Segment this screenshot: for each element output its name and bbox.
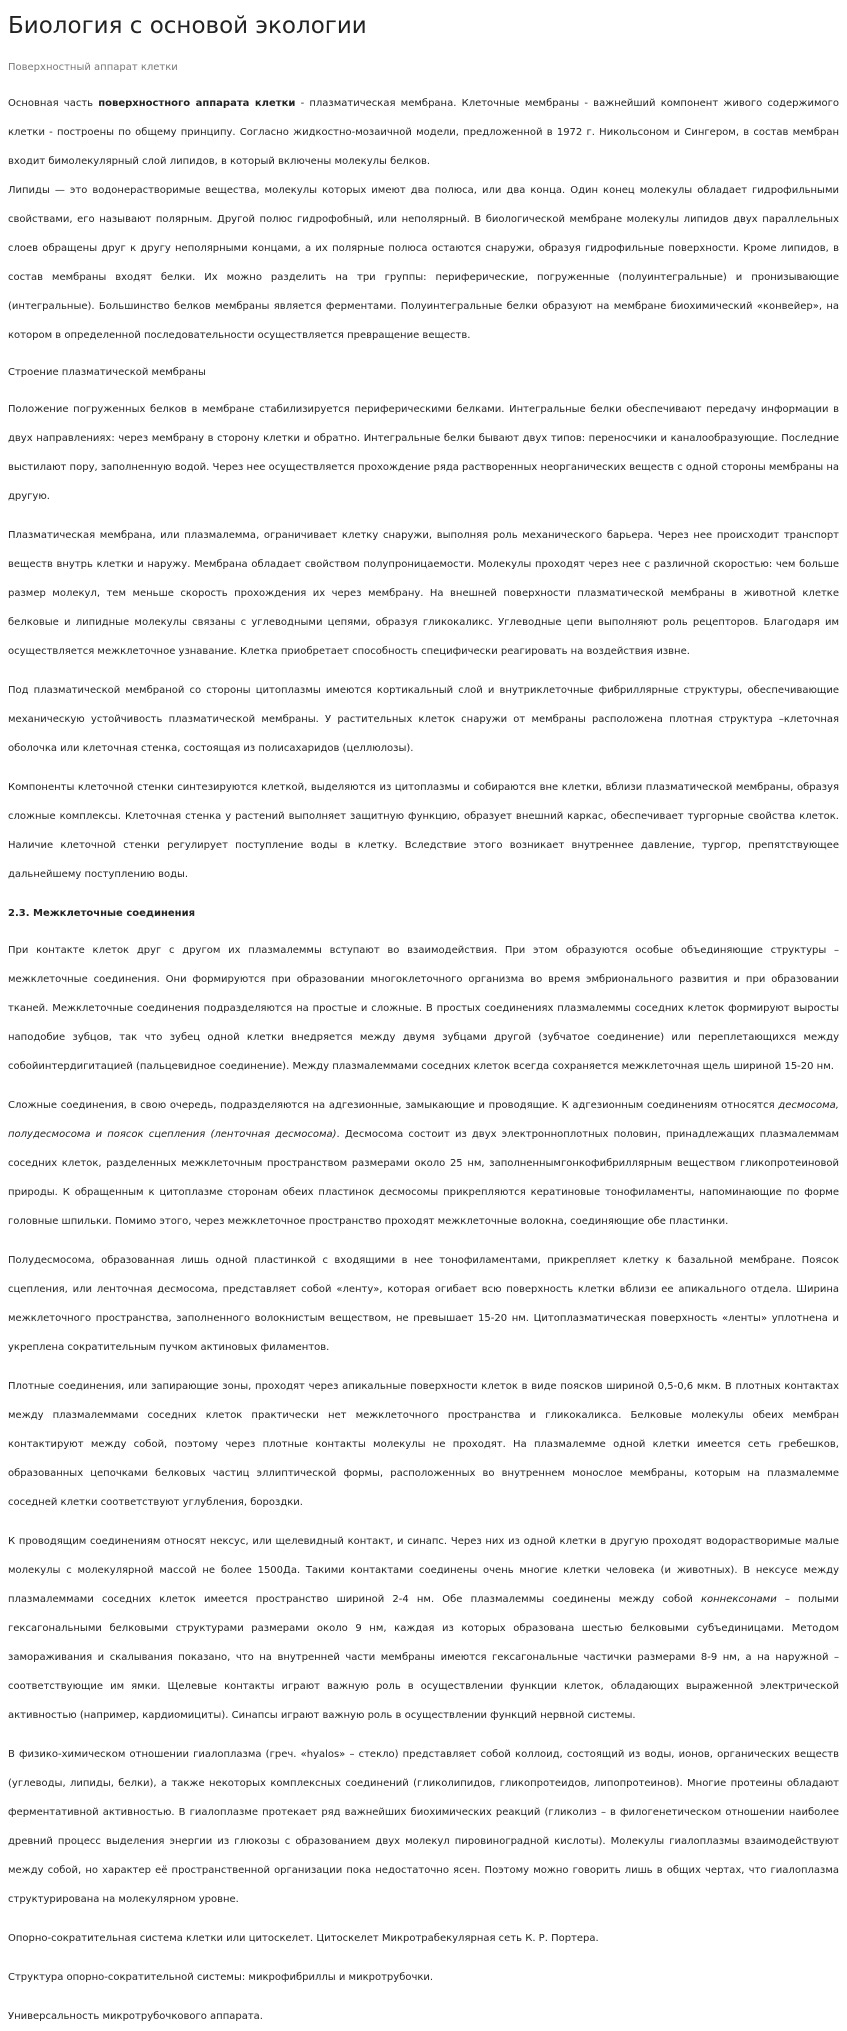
paragraph-plasmalemma: Плазматическая мембрана, или плазмалемма, ограничивает клетку снаружи, выполняя роль механического барьера. Через нее происходит транспорт веществ внутрь клетки и наружу. Мембрана обладает свойством полупроницаемости. Молекулы проходят через нее с различной скоростью: чем больше размер молекул, тем меньше скорость прохождения их через мембрану. На внешней поверхности плазматической мембраны в животной клетке белковые и липидные молекулы связаны с углеводными цепями, образуя гликокаликс. Углеводные цепи выполняют роль рецепторов. Благодаря им осуществляется межклеточное узнавание. Клетка приобретает способность специфически реагировать на воздействия извне. (8, 530, 839, 657)
paragraph-structure-caption: Строение плазматической мембраны (8, 367, 206, 378)
paragraph-intro (8, 89, 839, 176)
text-span: Сложные соединения, в свою очередь, подразделяются на адгезионные, замыкающие и проводящие. К адгезионным соединениям относятся (8, 1100, 779, 1111)
site-title: Биология с основой экологии (8, 13, 367, 39)
bold-term: поверхностного аппарата клетки (98, 98, 296, 109)
paragraph-tight-junctions: Плотные соединения, или запирающие зоны, проходят через апикальные поверхности клеток в виде поясков шириной 0,5-0,6 мкм. В плотных контактах между плазмалеммами соседних клеток практически нет межклеточного пространства и гликокаликса. Белковые молекулы обеих мембран контактируют между собой, поэтому через плотные контакты молекулы не проходят. На плазмалемме одной клетки имеется сеть гребешков, образованных цепочками белковых частиц эллиптической формы, расположенных во внутреннем монослое мембраны, которым на плазмалемме соседней клетки соответствуют углубления, бороздки. (8, 1381, 839, 1508)
italic-term: десмосома, полудесмосома и поясок сцепления (ленточная десмосома) (8, 1100, 839, 1140)
paragraph-support-structure: Структура опорно-сократительной системы: микрофибриллы и микротрубочки. (8, 1972, 434, 1983)
text-span: - плазматическая мембрана. Клеточные мембраны - важнейший компонент живого содержимого клетки - построены по общему принципу. Согласно жидкостно-мозаичной модели, предложенной в 1972 г. Никольсоном и Сингером, в состав мембран входит бимолекулярный слой липидов, в который включены молекулы белков. (8, 98, 839, 167)
section-heading: 2.3. Межклеточные соединения (8, 908, 196, 919)
paragraph-contacts: При контакте клеток друг с другом их плазмалеммы вступают во взаимодействия. При этом образуются особые объединяющие структуры – межклеточные соединения. Они формируются при образовании многоклеточного организма во время эмбрионального развития и при образовании тканей. Межклеточные соединения подразделяются на простые и сложные. В простых соединениях плазмалеммы соседних клеток формируют выросты наподобие зубцов, так что зубец одной клетки внедряется между двумя зубцами другой (зубчатое соединение) или переплетающихся между собойинтердигитацией (пальцевидное соединение). Между плазмалеммами соседних клеток всегда сохраняется межклеточная щель шириной 15-20 нм. (8, 945, 839, 1072)
paragraph-hyaloplasm: В физико-химическом отношении гиалоплазма (греч. «hyalos» – стекло) представляет собой коллоид, состоящий из воды, ионов, органических веществ (углеводы, липиды, белки), а также некоторых комплексных соединений (гликолипидов, гликопротеидов, липопротеинов). Многие протеины обладают ферментативной активностью. В гиалоплазме протекает ряд важнейших биохимических реакций (гликолиз – в филогенетическом отношении наиболее древний процесс выделения энергии из глюкозы с образованием двух молекул пировиноградной кислоты). Молекулы гиалоплазмы взаимодействуют между собой, но характер её пространственной организации пока недостаточно ясен. Поэтому можно говорить лишь в общих чертах, что гиалоплазма структурирована на молекулярном уровне. (8, 1749, 839, 1905)
paragraph-microtubules: Универсальность микротрубочкового аппарата. (8, 2011, 263, 2022)
paragraph-conducting-junctions (8, 1527, 839, 1730)
paragraph-complex-junctions (8, 1091, 839, 1236)
paragraph-cytoskeleton: Опорно-сократительная система клетки или цитоскелет. Цитоскелет Микротрабекулярная сеть К. Р. Портера. (8, 1933, 599, 1944)
paragraph-proteins: Положение погруженных белков в мембране стабилизируется периферическими белками. Интегральные белки обеспечивают передачу информации в двух направлениях: через мембрану в сторону клетки и обратно. Интегральные белки бывают двух типов: переносчики и каналообразующие. Последние выстилают пору, заполненную водой. Через нее осуществляется прохождение ряда растворенных неорганических веществ с одной стороны мембраны на другую. (8, 404, 839, 502)
article-subtitle: Поверхностный аппарат клетки (8, 62, 178, 73)
italic-term: коннексонами (700, 1594, 777, 1605)
text-span: К проводящим соединениям относят нексус, или щелевидный контакт, и синапс. Через них из одной клетки в другую проходят водорастворимые малые молекулы с молекулярной массой не более 1500Да. Такими контактами соединены очень многие клетки человека (и животных). В нексусе между плазмалеммами соседних клеток имеется пространство шириной 2-4 нм. Обе плазмалеммы соединены между собой (8, 1536, 839, 1605)
paragraph-hemidesmosome: Полудесмосома, образованная лишь одной пластинкой с входящими в нее тонофиламентами, прикрепляет клетку к базальной мембране. Поясок сцепления, или ленточная десмосома, представляет собой «ленту», которая огибает всю поверхность клетки вблизи ее апикального отдела. Ширина межклеточного пространства, заполненного волокнистым веществом, не превышает 15-20 нм. Цитоплазматическая поверхность «ленты» уплотнена и укреплена сократительным пучком актиновых филаментов. (8, 1255, 839, 1353)
text-span: – полыми гексагональными белковыми структурами размерами около 9 нм, каждая из которых образована шестью белковыми субъединицами. Методом замораживания и скалывания показано, что на внутренней части мембраны имеются гексагональные частички размерами 8-9 нм, а на наружной – соответствующие им ямки. Щелевые контакты играют важную роль в осуществлении функции клеток, обладающих выраженной электрической активностью (например, кардиомициты). Синапсы играют важную роль в осуществлении функций нервной системы. (8, 1594, 839, 1721)
text-span: Основная часть (8, 98, 99, 109)
paragraph-lipids: Липиды — это водонерастворимые вещества, молекулы которых имеют два полюса, или два конца. Один конец молекулы обладает гидрофильными свойствами, его называют полярным. Другой полюс гидрофобный, или неполярный. В биологической мембране молекулы липидов двух параллельных слоев обращены друг к другу неполярными концами, а их полярные полюса остаются снаружи, образуя гидрофильные поверхности. Кроме липидов, в состав мембраны входят белки. Их можно разделить на три группы: периферические, погруженные (полуинтегральные) и пронизывающие (интегральные). Большинство белков мембраны является ферментами. Полуинтегральные белки образуют на мембране биохимический «конвейер», на котором в определенной последовательности осуществляется превращение веществ. (8, 185, 839, 341)
text-span: . Десмосома состоит из двух электронноплотных половин, принадлежащих плазмалеммам соседних клеток, разделенных межклеточным пространством размерами около 25 нм, заполненнымгонкофибриллярным веществом гликопротеиновой природы. К обращенным к цитоплазме сторонам обеих пластинок десмосомы прикрепляются кератиновые тонофиламенты, напоминающие по форме головные шпильки. Помимо этого, через межклеточное пространство проходят межклеточные волокна, соединяющие обе пластинки. (8, 1129, 839, 1227)
paragraph-cell-wall: Компоненты клеточной стенки синтезируются клеткой, выделяются из цитоплазмы и собираются вне клетки, вблизи плазматической мембраны, образуя сложные комплексы. Клеточная стенка у растений выполняет защитную функцию, образует внешний каркас, обеспечивает тургорные свойства клеток. Наличие клеточной стенки регулирует поступление воды в клетку. Вследствие этого возникает внутреннее давление, тургор, препятствующее дальнейшему поступлению воды. (8, 782, 839, 880)
paragraph-cortical-layer: Под плазматической мембраной со стороны цитоплазмы имеются кортикальный слой и внутриклеточные фибриллярные структуры, обеспечивающие механическую устойчивость плазматической мембраны. У растительных клеток снаружи от мембраны расположена плотная структура –клеточная оболочка или клеточная стенка, состоящая из полисахаридов (целлюлозы). (8, 685, 839, 754)
